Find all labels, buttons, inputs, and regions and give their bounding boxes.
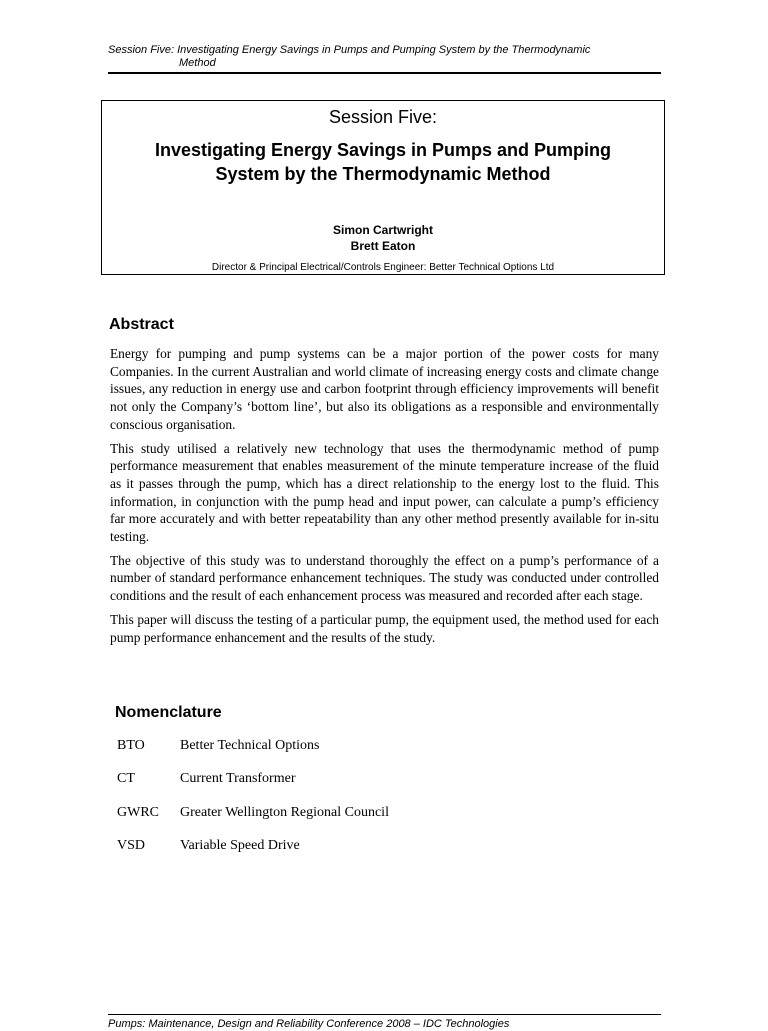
running-header-line2: Method <box>179 57 216 69</box>
authors <box>102 222 664 254</box>
abstract-paragraph: This study utilised a relatively new technology that uses the thermodynamic method of pump performance measurement that enables measurement of the minute temperature increase of the fluid as it passes through the pump, which has a direct relationship to the energy lost to the fluid. This information, in conjunction with the pump head and input power, can calculate a pump’s efficiency far more accurately and with better repeatability than any other method presently available for in-situ testing. <box>110 440 659 545</box>
nomenclature-row <box>117 738 617 771</box>
nomenclature-abbr: VSD <box>117 837 146 853</box>
nomenclature-definition: Current Transformer <box>180 771 296 787</box>
nomenclature-definition: Greater Wellington Regional Council <box>180 804 389 820</box>
running-header <box>108 44 660 70</box>
nomenclature-list <box>117 738 617 871</box>
running-footer: Pumps: Maintenance, Design and Reliability Conference 2008 – IDC Technologies <box>108 1018 510 1030</box>
abstract-paragraph: This paper will discuss the testing of a particular pump, the equipment used, the method used for each pump performance enhancement and the results of the study. <box>110 611 659 645</box>
author-name: Simon Cartwright <box>332 223 433 237</box>
nomenclature-heading: Nomenclature <box>115 704 222 721</box>
nomenclature-row <box>117 805 617 838</box>
nomenclature-abbr: CT <box>117 771 135 787</box>
abstract-heading: Abstract <box>109 316 174 333</box>
nomenclature-definition: Variable Speed Drive <box>180 837 300 853</box>
paper-title-line2: System by the Thermodynamic Method <box>215 164 551 184</box>
nomenclature-row <box>117 838 617 871</box>
abstract-paragraph: Energy for pumping and pump systems can be a major portion of the power costs for many Companies. In the current Australian and world climate of increasing energy costs and climate change issues, any reduction in energy use and carbon footprint through efficiency improvements will benefit not only the Company’s ‘bottom line’, but also its obligations as a responsible and environmentally conscious organisation. <box>110 346 659 432</box>
abstract-paragraph: The objective of this study was to understand thoroughly the effect on a pump’s performance of a number of standard performance enhancement techniques. The study was conducted under controlled conditions and the result of each enhancement process was measured and recorded after each stage. <box>110 552 659 604</box>
paper-title-line1: Investigating Energy Savings in Pumps and Pumping <box>154 140 612 160</box>
author-name: Brett Eaton <box>350 239 416 253</box>
paper-title <box>102 138 664 186</box>
running-header-line1: Session Five: Investigating Energy Savings in Pumps and Pumping System by the Thermodynamic <box>108 44 591 56</box>
nomenclature-row <box>117 771 617 804</box>
session-label: Session Five: <box>328 107 438 127</box>
footer-rule <box>108 1014 661 1015</box>
nomenclature-definition: Better Technical Options <box>180 738 320 753</box>
affiliation: Director & Principal Electrical/Controls Engineer: Better Technical Options Ltd <box>211 262 555 273</box>
header-rule <box>108 72 661 74</box>
title-box <box>101 100 665 275</box>
nomenclature-abbr: GWRC <box>117 804 159 820</box>
abstract-body <box>110 345 659 652</box>
nomenclature-abbr: BTO <box>117 738 145 753</box>
